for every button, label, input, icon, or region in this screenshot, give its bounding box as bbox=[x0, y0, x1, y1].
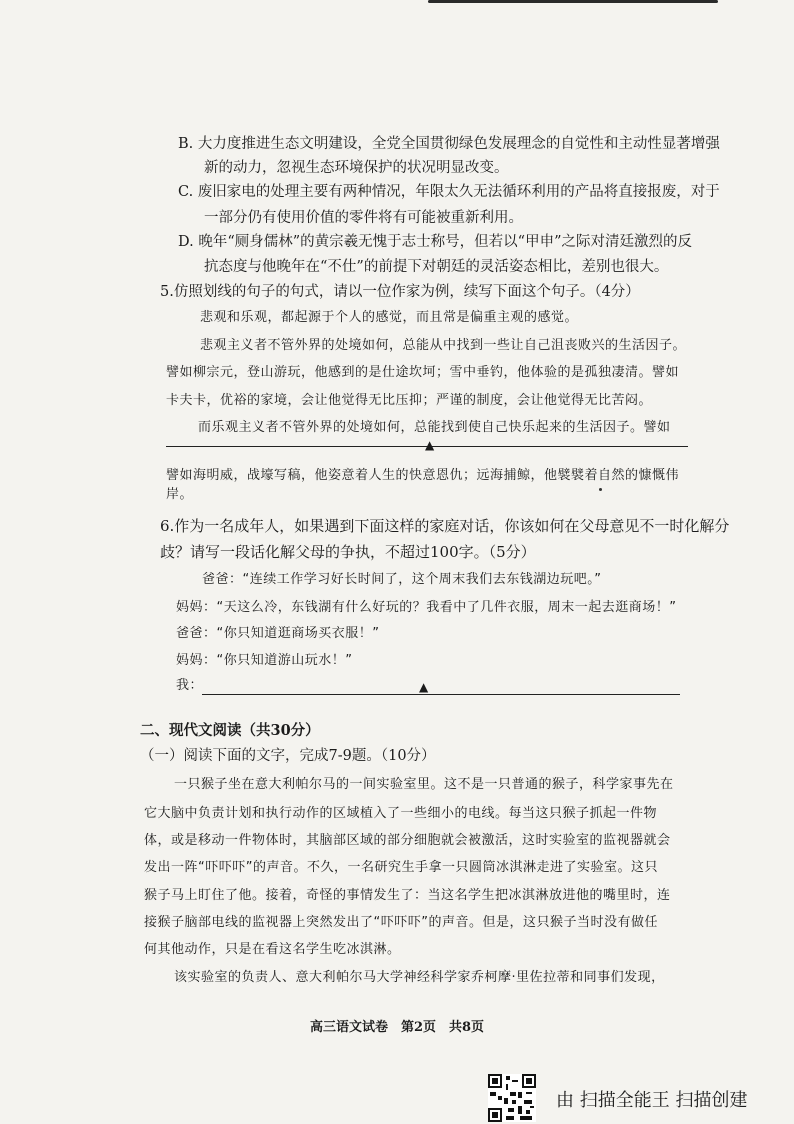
scan-speck bbox=[599, 488, 602, 491]
passage-line-5: 猴子马上盯住了他。接着，奇怪的事情发生了：当这名学生把冰淇淋放进他的嘴里时，连 bbox=[144, 888, 671, 903]
q6-blank-mark: ▲ bbox=[419, 680, 429, 694]
option-c-line-1: C. 废旧家电的处理主要有两种情况，年限太久无法循环利用的产品将直接报废，对于 bbox=[178, 184, 720, 200]
q6-dialogue-line-3: 爸爸：“你只知道逛商场买衣服！” bbox=[176, 626, 380, 641]
q6-me-label: 我： bbox=[176, 678, 204, 693]
q5-answer-line-2: 岸。 bbox=[166, 487, 194, 502]
option-d-line-2: 抗态度与他晚年在“不仕”的前提下对朝廷的灵活姿态相比，差别也很大。 bbox=[204, 259, 669, 275]
passage-line-6: 接猴子脑部电线的监视器上突然发出了“吓吓吓”的声音。但是，这只猴子当时没有做任 bbox=[144, 915, 658, 930]
option-c-line-2: 一部分仍有使用价值的零件将有可能被重新利用。 bbox=[204, 210, 523, 226]
passage-line-1: 一只猴子坐在意大利帕尔马的一间实验室里。这不是一只普通的猴子，科学家事先在 bbox=[174, 777, 674, 792]
section2-heading: 二、现代文阅读（共30分） bbox=[140, 722, 320, 739]
passage-line-4: 发出一阵“吓吓吓”的声音。不久，一名研究生手拿一只圆筒冰淇淋走进了实验室。这只 bbox=[144, 860, 658, 875]
option-b-line-1: B. 大力度推进生态文明建设，全党全国贯彻绿色发展理念的自觉性和主动性显著增强 bbox=[178, 136, 720, 152]
q6-dialogue-line-1: 爸爸：“连续工作学习好长时间了，这个周末我们去东钱湖边玩吧。” bbox=[202, 572, 602, 587]
q5-passage-line-3: 譬如柳宗元，登山游玩，他感到的是仕途坎坷；雪中垂钓，他体验的是孤独凄清。譬如 bbox=[166, 365, 680, 380]
q5-answer-line-1: 譬如海明威，战壕写稿，他姿意着人生的快意恩仇；远海捕鲸，他襞襞着自然的慷慨伟 bbox=[166, 468, 680, 483]
page-footer: 高三语文试卷 第2页 共8页 bbox=[309, 1020, 485, 1035]
q6-answer-line bbox=[202, 694, 680, 695]
q5-passage-line-4: 卡夫卡，优裕的家境，会让他觉得无比压抑；严谨的制度，会让他觉得无比苦闷。 bbox=[166, 393, 653, 408]
q5-blank-mark: ▲ bbox=[425, 438, 435, 452]
passage-line-3: 体，或是移动一件物体时，其脑部区域的部分细胞就会被激活，这时实验室的监视器就会 bbox=[144, 833, 671, 848]
q5-passage-line-1: 悲观和乐观，都起源于个人的感觉，而且常是偏重主观的感觉。 bbox=[200, 310, 579, 325]
q6-prompt-line-2: 歧？请写一段话化解父母的争执，不超过100字。（5分） bbox=[160, 543, 536, 561]
q5-passage-line-5: 而乐观主义者不管外界的处境如何，总能找到使自己快乐起来的生活因子。譬如 bbox=[198, 420, 671, 435]
passage-line-8: 该实验室的负责人、意大利帕尔马大学神经科学家乔柯摩·里佐拉蒂和同事们发现， bbox=[174, 970, 665, 985]
option-d-line-1: D. 晚年“厕身儒林”的黄宗羲无愧于志士称号，但若以“甲申”之际对清廷激烈的反 bbox=[178, 234, 692, 250]
passage-line-7: 何其他动作，只是在看这名学生吃冰淇淋。 bbox=[144, 942, 401, 957]
q5-prompt: 5.仿照划线的句子的句式，请以一位作家为例，续写下面这个句子。（4分） bbox=[160, 284, 640, 300]
passage-line-2: 它大脑中负责计划和执行动作的区域植入了一些细小的电线。每当这只猴子抓起一件物 bbox=[144, 806, 658, 821]
option-b-line-2: 新的动力，忽视生态环境保护的状况明显改变。 bbox=[204, 160, 509, 176]
qr-code-icon bbox=[488, 1074, 536, 1122]
q6-prompt-line-1: 6.作为一名成年人，如果遇到下面这样的家庭对话，你该如何在父母意见不一时化解分 bbox=[160, 517, 730, 535]
q5-passage-line-2: 悲观主义者不管外界的处境如何，总能从中找到一些让自己沮丧败兴的生活因子。 bbox=[200, 338, 687, 353]
q6-dialogue-line-4: 妈妈：“你只知道游山玩水！” bbox=[176, 653, 353, 668]
section2-subheading: （一）阅读下面的文字，完成7-9题。（10分） bbox=[140, 748, 436, 764]
q6-dialogue-line-2: 妈妈：“天这么冷，东钱湖有什么好玩的？我看中了几件衣服，周末一起去逛商场！” bbox=[176, 600, 677, 615]
scanner-watermark: 由 扫描全能王 扫描创建 bbox=[556, 1090, 748, 1111]
